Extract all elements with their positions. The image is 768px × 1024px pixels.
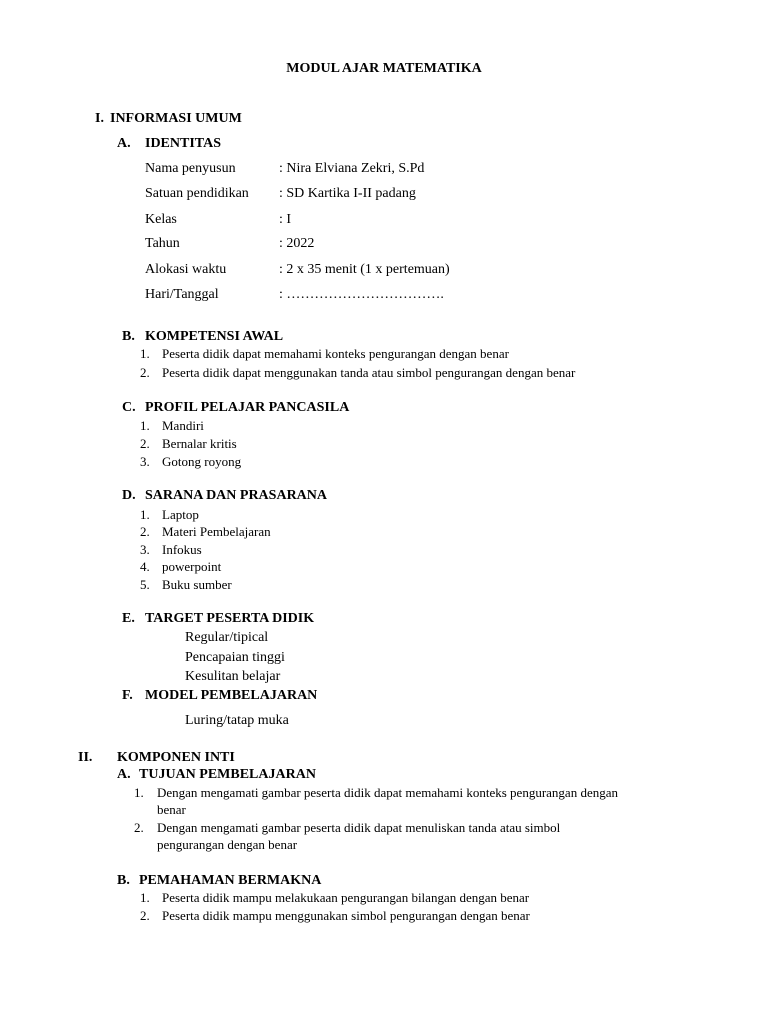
profil-title: PROFIL PELAJAR PANCASILA	[145, 400, 350, 415]
list-item-number: 3.	[140, 454, 150, 469]
identitas-title: IDENTITAS	[145, 136, 221, 151]
identitas-value: : 2 x 35 menit (1 x pertemuan)	[279, 262, 450, 277]
identitas-value: : I	[279, 212, 292, 227]
identitas-value: : Nira Elviana Zekri, S.Pd	[279, 161, 425, 176]
list-item: Gotong royong	[162, 454, 242, 469]
list-item: Bernalar kritis	[162, 436, 237, 451]
identitas-label: Alokasi waktu	[145, 262, 227, 277]
list-item-number: 1.	[140, 890, 150, 905]
pemahaman-letter: B.	[117, 873, 130, 888]
list-item: Materi Pembelajaran	[162, 524, 271, 539]
target-item: Pencapaian tinggi	[185, 650, 285, 665]
list-item: Laptop	[162, 507, 199, 522]
list-item-number: 5.	[140, 577, 150, 592]
pemahaman-title: PEMAHAMAN BERMAKNA	[139, 873, 322, 888]
section-1-number: I.	[95, 111, 104, 126]
list-item: Peserta didik mampu menggunakan simbol pengurangan dengan benar	[162, 908, 530, 923]
list-item-continuation: pengurangan dengan benar	[157, 837, 298, 852]
target-letter: E.	[122, 611, 135, 626]
list-item-number: 2.	[140, 908, 150, 923]
target-title: TARGET PESERTA DIDIK	[145, 611, 315, 626]
identitas-value: : …………………………….	[279, 287, 444, 302]
list-item-number: 1.	[134, 785, 144, 800]
list-item: Dengan mengamati gambar peserta didik dapat memahami konteks pengurangan dengan	[157, 785, 618, 800]
list-item: Peserta didik mampu melakukaan pengurangan bilangan dengan benar	[162, 890, 530, 905]
list-item-number: 2.	[134, 820, 144, 835]
kompetensi-letter: B.	[122, 329, 135, 344]
sarana-title: SARANA DAN PRASARANA	[145, 488, 328, 503]
model-letter: F.	[122, 688, 133, 703]
list-item-number: 3.	[140, 542, 150, 557]
list-item-number: 1.	[140, 507, 150, 522]
section-2-number: II.	[78, 750, 93, 765]
tujuan-letter: A.	[117, 767, 131, 782]
list-item-continuation: benar	[157, 802, 186, 817]
kompetensi-title: KOMPETENSI AWAL	[145, 329, 284, 344]
target-item: Kesulitan belajar	[185, 669, 281, 684]
target-item: Regular/tipical	[185, 630, 269, 645]
list-item: Peserta didik dapat menggunakan tanda atau simbol pengurangan dengan benar	[162, 365, 576, 380]
sarana-letter: D.	[122, 488, 136, 503]
list-item-number: 2.	[140, 436, 150, 451]
tujuan-title: TUJUAN PEMBELAJARAN	[139, 767, 316, 782]
identitas-value: : SD Kartika I-II padang	[279, 186, 416, 201]
model-value: Luring/tatap muka	[185, 713, 289, 728]
list-item-number: 1.	[140, 418, 150, 433]
list-item-number: 1.	[140, 346, 150, 361]
identitas-value: : 2022	[279, 236, 315, 251]
list-item: powerpoint	[162, 559, 222, 574]
list-item: Dengan mengamati gambar peserta didik dapat menuliskan tanda atau simbol	[157, 820, 561, 835]
list-item-number: 4.	[140, 559, 150, 574]
list-item-number: 2.	[140, 365, 150, 380]
identitas-letter: A.	[117, 136, 131, 151]
identitas-label: Kelas	[145, 212, 177, 227]
list-item: Infokus	[162, 542, 202, 557]
identitas-label: Hari/Tanggal	[145, 287, 219, 302]
identitas-label: Nama penyusun	[145, 161, 236, 176]
list-item: Buku sumber	[162, 577, 232, 592]
identitas-label: Tahun	[145, 236, 180, 251]
document-title: MODUL AJAR MATEMATIKA	[286, 61, 482, 76]
list-item: Mandiri	[162, 418, 204, 433]
list-item-number: 2.	[140, 524, 150, 539]
section-1-title: INFORMASI UMUM	[110, 111, 242, 126]
list-item: Peserta didik dapat memahami konteks pengurangan dengan benar	[162, 346, 509, 361]
model-title: MODEL PEMBELAJARAN	[145, 688, 318, 703]
profil-letter: C.	[122, 400, 136, 415]
identitas-label: Satuan pendidikan	[145, 186, 249, 201]
section-2-title: KOMPONEN INTI	[117, 750, 235, 765]
